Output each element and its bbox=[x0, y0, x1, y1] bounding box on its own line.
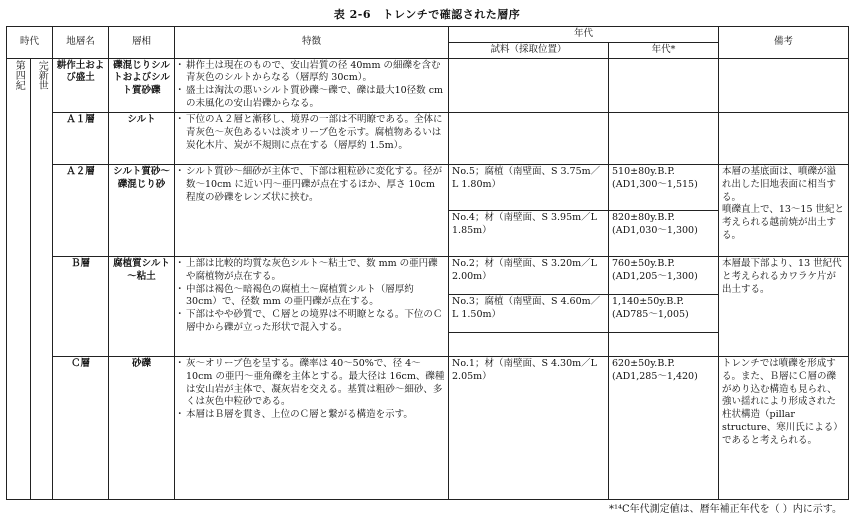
feature-item: ・ 下位のＡ２層と漸移し、境界の一部は不明瞭である。全体に青灰色～灰色あるいは淡オリーブ色を示す。腐植物あるいは炭化木片、炭が不規則に点在する（層厚約 1.5m）。 bbox=[178, 114, 445, 152]
remarks-cell bbox=[719, 356, 849, 499]
age-cell bbox=[609, 210, 719, 256]
feature-item: ・ 盛土は淘汰の悪いシルト質砂礫～礫で、礫は最大10径数 cm の未風化の安山岩礫からなる。 bbox=[178, 85, 445, 111]
header-nendai: 年代 bbox=[449, 27, 719, 43]
layer-facies: 腐植質シルト～粘土 bbox=[109, 256, 175, 356]
era-period: 第四紀 bbox=[7, 58, 31, 499]
feature-item: ・ シルト質砂～細砂が主体で、下部は粗粒砂に変化する。径が数～10cm に近い円～亜円礫が点在するほか、厚さ 10cm 程度の砂礫をレンズ状に挟む。 bbox=[178, 166, 445, 204]
age-cell bbox=[609, 112, 719, 164]
age-ad: (AD785～1,005) bbox=[612, 308, 689, 320]
age-cell bbox=[609, 332, 719, 356]
age-ad: (AD1,205～1,300) bbox=[612, 270, 698, 282]
age-ad: (AD1,300～1,515) bbox=[612, 178, 698, 190]
footnote: *¹⁴C年代測定値は、暦年補正年代を（ ）内に示す。 bbox=[608, 504, 842, 515]
feature-item: ・ 本層はＢ層を貫き、上位のＣ層と繋がる構造を示す。 bbox=[178, 409, 445, 422]
feature-item: ・ 上部は比較的均質な灰色シルト～粘土で、数 mm の亜円礫や腐植物が点在する。 bbox=[178, 258, 445, 284]
sample-cell: No.4；材（南壁面、S 3.95m／L 1.85m） bbox=[449, 210, 609, 256]
age-cell bbox=[609, 256, 719, 294]
header-tokuchou: 特徴 bbox=[175, 27, 449, 59]
sample-cell: No.1；材（南壁面、S 4.30m／L 2.05m） bbox=[449, 356, 609, 499]
age-ad: (AD1,285～1,420) bbox=[612, 370, 698, 382]
layer-name: 耕作土および盛土 bbox=[53, 58, 109, 112]
sample-cell: No.5；腐植（南壁面、S 3.75m／L 1.80m） bbox=[449, 164, 609, 210]
header-bikou: 備考 bbox=[719, 27, 849, 59]
age-cell bbox=[609, 294, 719, 332]
layer-name: Ａ１層 bbox=[53, 112, 109, 164]
remarks-cell bbox=[719, 112, 849, 164]
age-value: 1,140±50y.B.P. bbox=[612, 295, 684, 307]
feature-item: ・ 下部はやや砂質で、Ｃ層との境界は不明瞭となる。下位のＣ層中から礫が立った形状で混入する。 bbox=[178, 309, 445, 335]
stratigraphy-table bbox=[6, 26, 849, 500]
layer-features bbox=[175, 164, 449, 256]
layer-name: Ａ２層 bbox=[53, 164, 109, 256]
age-ad: (AD1,030～1,300) bbox=[612, 224, 698, 236]
remark-text: 本層の基底面は、噴礫が溢れ出した旧地表面に相当する。 bbox=[722, 165, 837, 203]
age-value: 760±50y.B.P. bbox=[612, 257, 675, 269]
remarks-cell bbox=[719, 164, 849, 256]
header-chisoumei: 地層名 bbox=[53, 27, 109, 59]
layer-features bbox=[175, 112, 449, 164]
remark-text: 本層最下部より、13 世紀代と考えられるカワラケ片が出土する。 bbox=[722, 257, 842, 295]
age-value: 510±80y.B.P. bbox=[612, 165, 675, 177]
sample-cell: No.2；材（南壁面、S 3.20m／L 2.00m） bbox=[449, 256, 609, 294]
age-cell bbox=[609, 164, 719, 210]
feature-item: ・ 耕作土は現在のもので、安山岩質の径 40mm の細礫を含む青灰色のシルトからなる（層厚約 30cm）。 bbox=[178, 60, 445, 86]
age-value: 820±80y.B.P. bbox=[612, 211, 675, 223]
header-jidai: 時代 bbox=[7, 27, 53, 59]
layer-facies: 礫混じりシルトおよびシルト質砂礫 bbox=[109, 58, 175, 112]
header-sousou: 層相 bbox=[109, 27, 175, 59]
age-cell bbox=[609, 58, 719, 112]
remarks-cell bbox=[719, 58, 849, 112]
layer-facies: シルト bbox=[109, 112, 175, 164]
remark-text: トレンチでは噴礫を形成する。また、Ｂ層にＣ層の礫がめり込む構造も見られ、強い揺れにより形成された柱状構造（pillar structure、寒川氏による）であると考えられる。 bbox=[722, 357, 843, 446]
layer-facies: 砂礫 bbox=[109, 356, 175, 499]
remark-text: 噴礫直上で、13～15 世紀と考えられる越前焼が出土する。 bbox=[722, 204, 845, 241]
age-value: 620±50y.B.P. bbox=[612, 357, 675, 369]
sample-cell bbox=[449, 332, 609, 356]
layer-facies: シルト質砂～礫混じり砂 bbox=[109, 164, 175, 256]
remarks-cell bbox=[719, 256, 849, 356]
layer-features bbox=[175, 58, 449, 112]
sample-cell bbox=[449, 58, 609, 112]
header-shiryou: 試料（採取位置） bbox=[449, 42, 609, 58]
layer-name: Ｃ層 bbox=[53, 356, 109, 499]
header-nendai-sub: 年代* bbox=[609, 42, 719, 58]
feature-item: ・ 灰～オリーブ色を呈する。礫率は 40～50%で、径 4～10cm の亜円～亜角礫を主体とする。最大径は 16cm、礫種は安山岩が主体で、凝灰岩を交える。基質は粗砂～細砂、多くは灰色中粒砂である。 bbox=[178, 358, 445, 409]
feature-item: ・ 中部は褐色～暗褐色の腐植土～腐植質シルト（層厚約 30cm）で、径数 mm の亜円礫が点在する。 bbox=[178, 284, 445, 310]
layer-features bbox=[175, 256, 449, 356]
table-title: 表 2-6 トレンチで確認された層序 bbox=[333, 8, 521, 21]
layer-name: Ｂ層 bbox=[53, 256, 109, 356]
layer-features bbox=[175, 356, 449, 499]
age-cell bbox=[609, 356, 719, 499]
sample-cell: No.3；腐植（南壁面、S 4.60m／L 1.50m） bbox=[449, 294, 609, 332]
era-epoch: 完新世 bbox=[31, 58, 53, 499]
sample-cell bbox=[449, 112, 609, 164]
